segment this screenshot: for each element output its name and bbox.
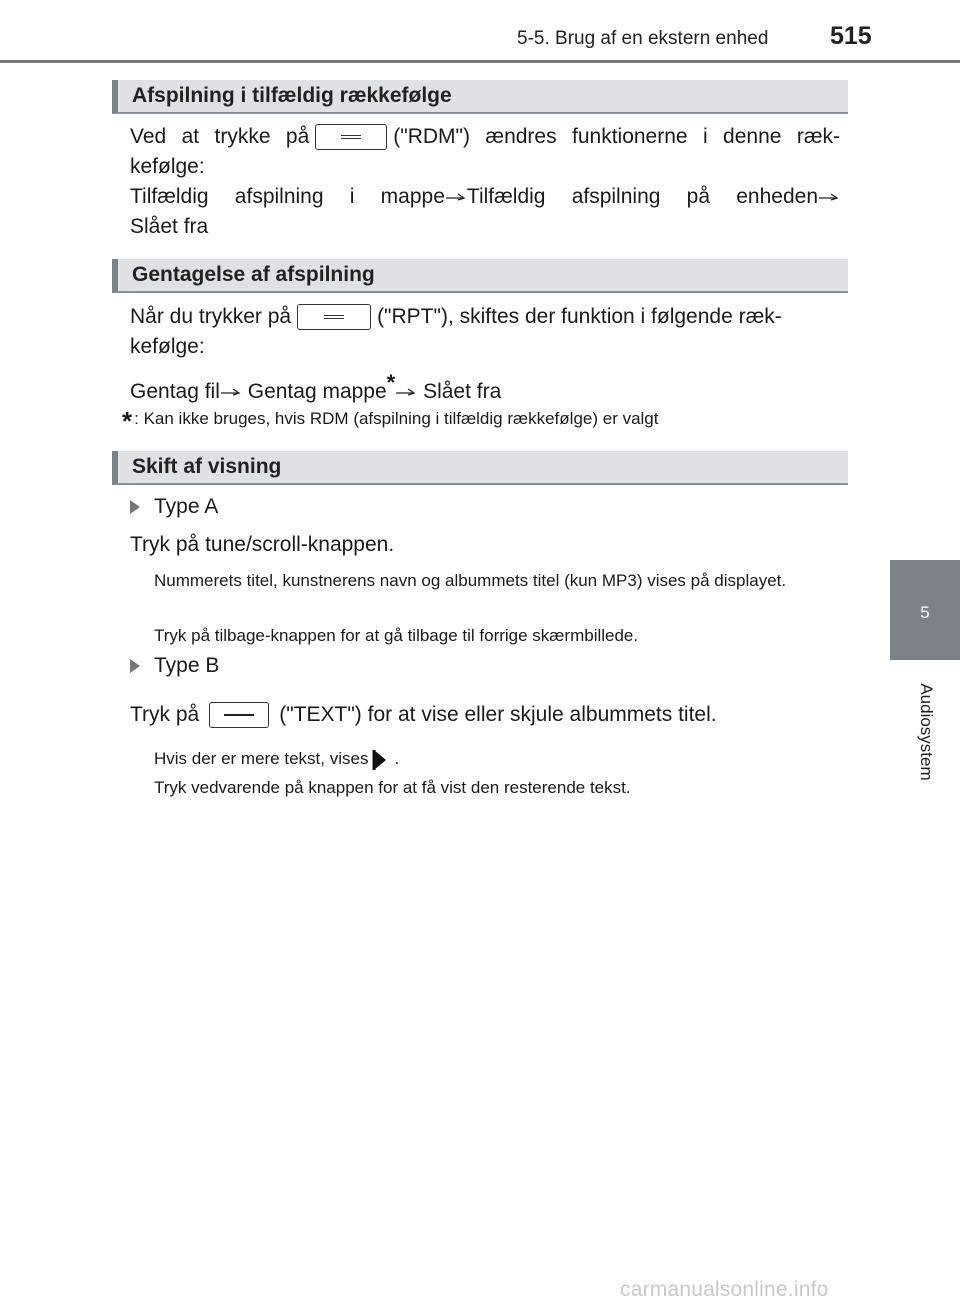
text: Tryk på	[130, 703, 200, 726]
footnote-text: : Kan ikke bruges, hvis RDM (afspilning i tilfældig rækkefølge) er valgt	[134, 409, 659, 428]
text: Slået fra	[130, 215, 209, 238]
text: ("TEXT") for at vise eller skjule albummets titel.	[279, 703, 717, 726]
triangle-bullet-icon	[130, 659, 140, 673]
footnote-marker: *	[386, 370, 396, 395]
text: Når du trykker på	[130, 305, 292, 328]
random-intro-line	[130, 122, 840, 152]
section-header-random	[112, 80, 848, 114]
text: Tilfældig afspilning på enheden	[466, 185, 819, 208]
arrow-right-icon	[396, 386, 416, 398]
repeat-intro-line	[130, 302, 840, 332]
type-b-note	[154, 747, 844, 772]
chapter-tab-label: Audiosystem	[917, 683, 936, 781]
text: Type A	[154, 495, 219, 518]
header-rule	[0, 60, 960, 63]
random-intro-line2: kefølge:	[130, 155, 205, 178]
repeat-intro-line2: kefølge:	[130, 335, 205, 358]
section-title: Afspilning i tilfældig rækkefølge	[132, 84, 452, 107]
text: ("RPT"), skiftes der funktion i følgende ræk-	[377, 305, 782, 328]
footnote-marker: *	[122, 406, 133, 436]
type-a-instruction: Tryk på tune/scroll-knappen.	[130, 533, 395, 556]
text-button-icon	[209, 702, 269, 728]
section-header-repeat	[112, 259, 848, 293]
section-title: Gentagelse af afspilning	[132, 263, 375, 286]
random-sequence	[130, 182, 840, 212]
type-a-note: Nummerets titel, kunstnerens navn og albummets titel (kun MP3) vises på displayet.	[154, 571, 787, 590]
text: Ved at trykke på	[130, 125, 310, 148]
type-b-heading	[130, 654, 219, 678]
watermark: carmanualsonline.info	[620, 1278, 829, 1301]
type-a-note: Tryk på tilbage-knappen for at gå tilbage til forrige skærmbillede.	[154, 626, 639, 645]
text: ("RDM") ændres funktionerne i denne ræk-	[393, 125, 840, 148]
header-section-title: 5-5. Brug af en ekstern enhed	[517, 28, 769, 49]
more-text-arrow-icon	[372, 748, 388, 772]
arrow-right-icon	[446, 191, 466, 203]
text: Gentag mappe	[247, 380, 387, 403]
type-b-instruction	[130, 700, 840, 730]
section-title: Skift af visning	[132, 455, 282, 478]
page-number: 515	[830, 22, 872, 50]
arrow-right-icon	[819, 191, 839, 203]
rpt-button-icon	[297, 304, 371, 330]
footnote	[122, 406, 659, 437]
text: .	[394, 749, 400, 768]
section-header-display	[112, 451, 848, 485]
text: Hvis der er mere tekst, vises	[154, 749, 369, 768]
text: Type B	[154, 654, 220, 677]
triangle-bullet-icon	[130, 500, 140, 514]
type-b-note: Tryk vedvarende på knappen for at få vist den resterende tekst.	[154, 778, 631, 797]
text: Slået fra	[423, 380, 502, 403]
arrow-right-icon	[221, 386, 241, 398]
random-sequence-end	[130, 212, 840, 242]
rdm-button-icon	[315, 124, 387, 150]
chapter-tab-number: 5	[920, 603, 930, 622]
text: Tilfældig afspilning i mappe	[130, 185, 445, 208]
type-a-heading	[130, 495, 218, 519]
text: Gentag fil	[130, 380, 220, 403]
repeat-sequence	[130, 368, 840, 407]
